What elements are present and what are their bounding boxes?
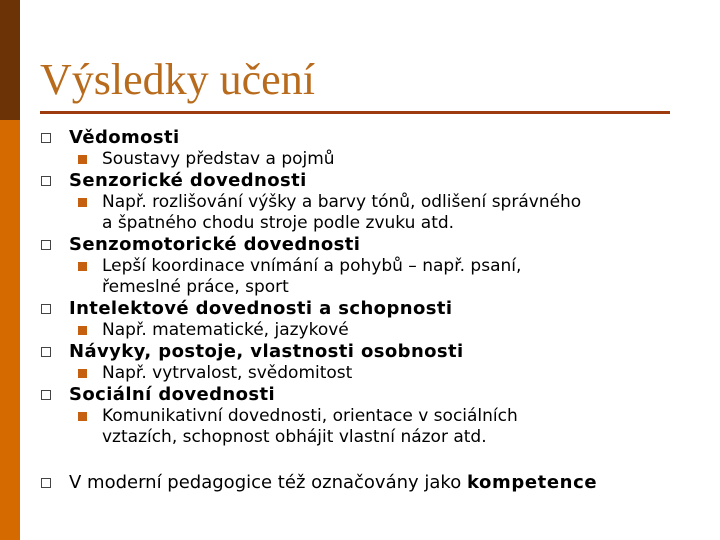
sub-item: [69, 320, 700, 341]
square-bullet-icon: [41, 240, 51, 250]
filled-square-bullet-icon: [78, 198, 87, 207]
square-bullet-icon: [41, 478, 51, 488]
square-bullet-icon: [41, 304, 51, 314]
sub-item-text: Např. matematické, jazykové: [102, 320, 349, 340]
list-item: [40, 170, 700, 234]
sub-item-text: Lepší koordinace vnímání a pohybů – např. psaní,: [102, 256, 522, 276]
list-item-final: [40, 472, 700, 494]
sub-item: [69, 363, 700, 384]
title-underline: [40, 111, 670, 114]
sub-item-text: Např. vytrvalost, svědomitost: [102, 363, 353, 383]
sub-item: [69, 192, 700, 234]
filled-square-bullet-icon: [78, 326, 87, 335]
list-item: [40, 234, 700, 298]
sub-item-text: Komunikativní dovednosti, orientace v sociálních: [102, 406, 518, 426]
filled-square-bullet-icon: [78, 412, 87, 421]
sub-item: [69, 149, 700, 170]
square-bullet-icon: [41, 133, 51, 143]
final-text: V moderní pedagogice též označovány jako: [69, 472, 467, 493]
left-stripe-dark: [0, 0, 20, 120]
sub-item-text: vztazích, schopnost obhájit vlastní názor atd.: [102, 427, 487, 447]
sub-item-text: Soustavy představ a pojmů: [102, 149, 335, 169]
item-heading: Senzomotorické dovednosti: [69, 234, 361, 255]
sub-item: [69, 406, 700, 448]
list-item: [40, 127, 700, 170]
list-item: [40, 341, 700, 384]
square-bullet-icon: [41, 390, 51, 400]
square-bullet-icon: [41, 176, 51, 186]
item-heading: Intelektové dovednosti a schopnosti: [69, 298, 453, 319]
sub-item-text: řemeslné práce, sport: [102, 277, 289, 297]
list-item: [40, 384, 700, 448]
slide-content: [40, 127, 700, 494]
sub-item-text: a špatného chodu stroje podle zvuku atd.: [102, 213, 455, 233]
filled-square-bullet-icon: [78, 369, 87, 378]
sub-item-text: Např. rozlišování výšky a barvy tónů, odlišení správného: [102, 192, 582, 212]
left-stripe-orange: [0, 120, 20, 540]
item-heading: Senzorické dovednosti: [69, 170, 307, 191]
filled-square-bullet-icon: [78, 155, 87, 164]
sub-item: [69, 256, 700, 298]
item-heading: Návyky, postoje, vlastnosti osobnosti: [69, 341, 464, 362]
list-item: [40, 298, 700, 341]
item-heading: Vědomosti: [69, 127, 180, 148]
filled-square-bullet-icon: [78, 262, 87, 271]
square-bullet-icon: [41, 347, 51, 357]
item-heading: Sociální dovednosti: [69, 384, 276, 405]
final-keyword: kompetence: [466, 472, 598, 493]
slide-title: Výsledky učení: [40, 55, 315, 104]
